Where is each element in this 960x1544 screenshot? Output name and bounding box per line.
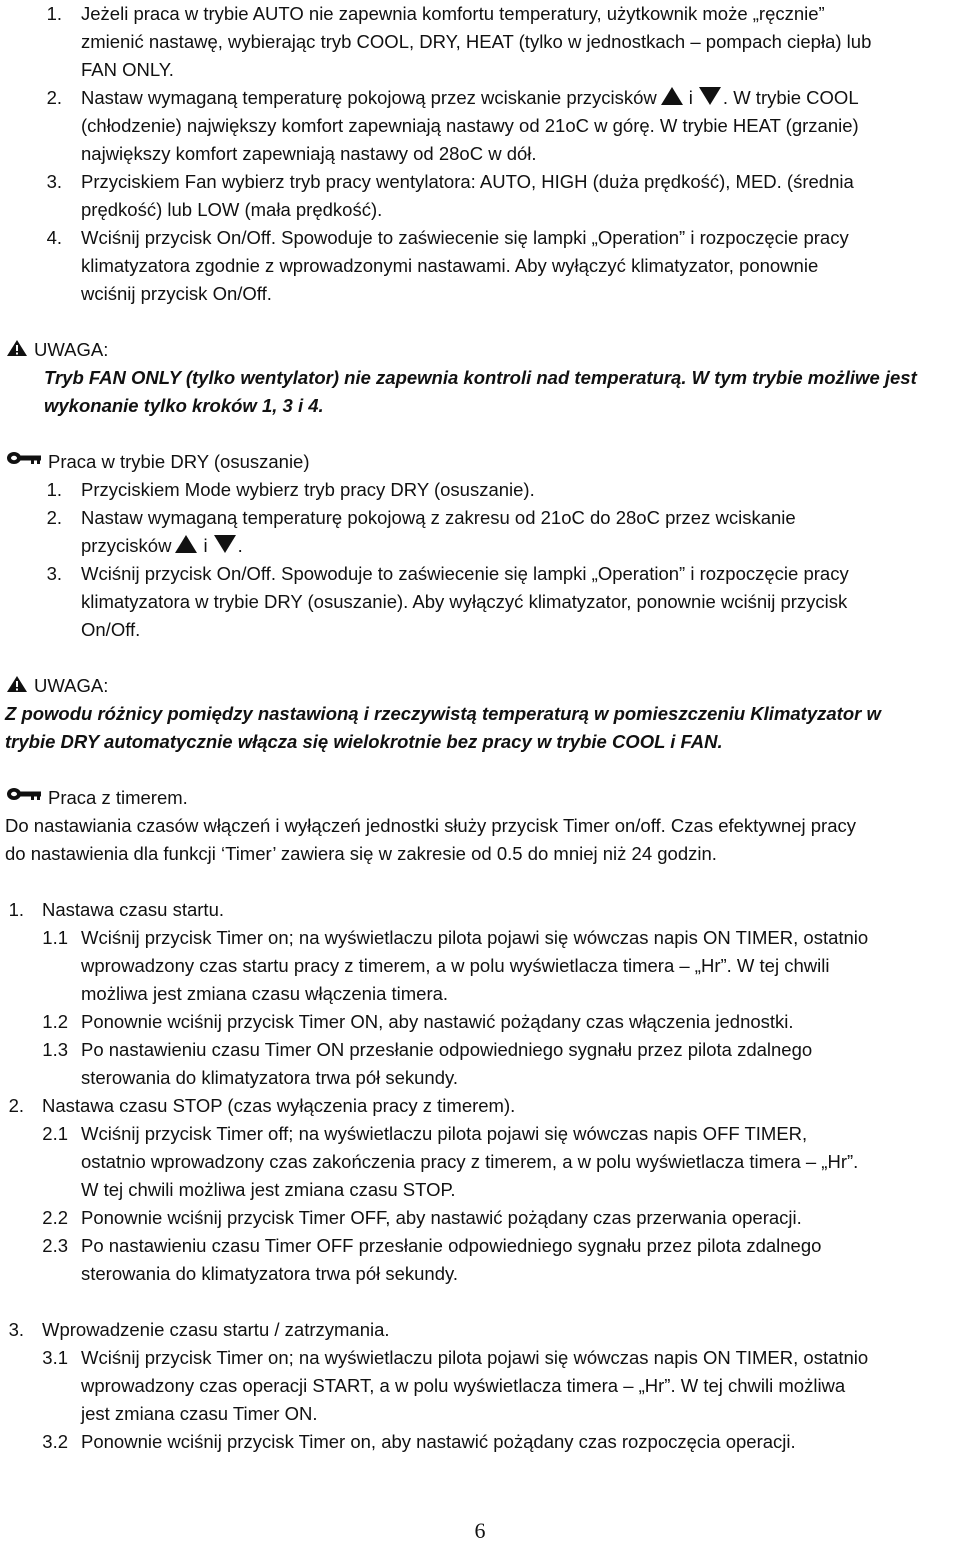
triangle-down-icon (214, 535, 236, 553)
list-text: wciśnij przycisk On/Off. (81, 283, 272, 304)
list-text: Nastaw wymaganą temperaturę pokojową przez wciskanie przycisków i . W trybie COOL (81, 87, 859, 108)
warning-triangle-icon (6, 339, 28, 357)
list-text: przycisków i . (81, 535, 243, 556)
list-text: klimatyzatora zgodnie z wprowadzonymi nastawami. Aby wyłączyć klimatyzator, ponownie (81, 255, 819, 276)
list-number: 1.3 (42, 1039, 68, 1060)
list-text: Wciśnij przycisk Timer on; na wyświetlaczu pilota pojawi się wówczas napis ON TIMER, ostatnio (81, 927, 869, 948)
list-number: 3. (8, 1319, 24, 1340)
list-text: Wciśnij przycisk On/Off. Spowoduje to zaświecenie się lampki „Operation” i rozpoczęcie pracy (81, 563, 849, 584)
list-text: ostatnio wprowadzony czas zakończenia pracy z timerem, a w polu wyświetlacza timera – „Hr”. (81, 1151, 859, 1172)
note-text: trybie DRY automatycznie włącza się wielokrotnie bez pracy w trybie COOL i FAN. (5, 731, 723, 752)
note-label: UWAGA: (34, 675, 109, 696)
list-number: 2. (46, 87, 62, 108)
list-number: 3.2 (42, 1431, 68, 1452)
list-text: największy komfort zapewniają nastawy od 28oC w dół. (81, 143, 537, 164)
list-text: wprowadzony czas operacji START, a w polu wyświetlacza timera – „Hr”. W tej chwili możliwa (81, 1375, 846, 1396)
list-number: 4. (46, 227, 62, 248)
paragraph: do nastawienia dla funkcji ‘Timer’ zawiera się w zakresie od 0.5 do mniej niż 24 godzin. (5, 843, 717, 864)
list-text: jest zmiana czasu Timer ON. (81, 1403, 318, 1424)
paragraph: Do nastawiania czasów włączeń i wyłączeń jednostki służy przycisk Timer on/off. Czas efektywnej pracy (5, 815, 856, 836)
section-title: Praca z timerem. (48, 787, 188, 808)
list-text: Nastaw wymaganą temperaturę pokojową z zakresu od 21oC do 28oC przez wciskanie (81, 507, 796, 528)
list-text: W tej chwili możliwa jest zmiana czasu STOP. (81, 1179, 456, 1200)
list-number: 3. (46, 171, 62, 192)
list-text: On/Off. (81, 619, 141, 640)
list-number: 3. (46, 563, 62, 584)
subsection-title: Nastawa czasu STOP (czas wyłączenia pracy z timerem). (42, 1095, 516, 1116)
list-number: 1.2 (42, 1011, 68, 1032)
section-title: Praca w trybie DRY (osuszanie) (48, 451, 310, 472)
list-text: Wciśnij przycisk On/Off. Spowoduje to zaświecenie się lampki „Operation” i rozpoczęcie pracy (81, 227, 849, 248)
list-text: prędkość) lub LOW (mała prędkość). (81, 199, 383, 220)
list-number: 2.2 (42, 1207, 68, 1228)
list-number: 2. (8, 1095, 24, 1116)
list-text: Ponownie wciśnij przycisk Timer on, aby nastawić pożądany czas rozpoczęcia operacji. (81, 1431, 796, 1452)
list-text: sterowania do klimatyzatora trwa pół sekundy. (81, 1067, 459, 1088)
note-text: Z powodu różnicy pomiędzy nastawioną i rzeczywistą temperaturą w pomieszczeniu Klimatyzator w (5, 703, 881, 724)
warning-triangle-icon (6, 675, 28, 693)
note-text: wykonanie tylko kroków 1, 3 i 4. (44, 395, 324, 416)
list-text: Wciśnij przycisk Timer on; na wyświetlaczu pilota pojawi się wówczas napis ON TIMER, ostatnio (81, 1347, 869, 1368)
subsection-title: Nastawa czasu startu. (42, 899, 224, 920)
list-text: Ponownie wciśnij przycisk Timer OFF, aby nastawić pożądany czas przerwania operacji. (81, 1207, 802, 1228)
list-text: klimatyzatora w trybie DRY (osuszanie). Aby wyłączyć klimatyzator, ponownie wciśnij przycisk (81, 591, 848, 612)
list-text: Przyciskiem Mode wybierz tryb pracy DRY (osuszanie). (81, 479, 535, 500)
list-number: 1. (46, 3, 62, 24)
list-text: zmienić nastawę, wybierając tryb COOL, DRY, HEAT (tylko w jednostkach – pompach ciepła) lub (81, 31, 872, 52)
list-text: możliwa jest zmiana czasu włączenia timera. (81, 983, 449, 1004)
triangle-up-icon (661, 87, 683, 105)
list-number: 1.1 (42, 927, 68, 948)
list-number: 2. (46, 507, 62, 528)
list-text: Przyciskiem Fan wybierz tryb pracy wentylatora: AUTO, HIGH (duża prędkość), MED. (średnia (81, 171, 854, 192)
triangle-down-icon (699, 87, 721, 105)
subsection-title: Wprowadzenie czasu startu / zatrzymania. (42, 1319, 390, 1340)
list-text: Ponownie wciśnij przycisk Timer ON, aby nastawić pożądany czas włączenia jednostki. (81, 1011, 794, 1032)
list-number: 1. (46, 479, 62, 500)
key-icon (6, 786, 42, 802)
list-text: sterowania do klimatyzatora trwa pół sekundy. (81, 1263, 459, 1284)
list-text: wprowadzony czas startu pracy z timerem, a w polu wyświetlacza timera – „Hr”. W tej chwili (81, 955, 830, 976)
note-label: UWAGA: (34, 339, 109, 360)
list-text: Jeżeli praca w trybie AUTO nie zapewnia komfortu temperatury, użytkownik może „ręcznie” (81, 3, 825, 24)
list-text: Po nastawieniu czasu Timer ON przesłanie odpowiedniego sygnału przez pilota zdalnego (81, 1039, 813, 1060)
list-number: 3.1 (42, 1347, 68, 1368)
list-number: 2.3 (42, 1235, 68, 1256)
list-number: 2.1 (42, 1123, 68, 1144)
list-text: Po nastawieniu czasu Timer OFF przesłanie odpowiedniego sygnału przez pilota zdalnego (81, 1235, 822, 1256)
list-number: 1. (8, 899, 24, 920)
list-text: Wciśnij przycisk Timer off; na wyświetlaczu pilota pojawi się wówczas napis OFF TIMER, (81, 1123, 808, 1144)
list-text: FAN ONLY. (81, 59, 174, 80)
note-text: Tryb FAN ONLY (tylko wentylator) nie zapewnia kontroli nad temperaturą. W tym trybie możliwe jest (44, 367, 917, 388)
list-text: (chłodzenie) największy komfort zapewniają nastawy od 21oC w górę. W trybie HEAT (grzanie) (81, 115, 859, 136)
page-number: 6 (474, 1518, 486, 1543)
triangle-up-icon (175, 535, 197, 553)
key-icon (6, 450, 42, 466)
